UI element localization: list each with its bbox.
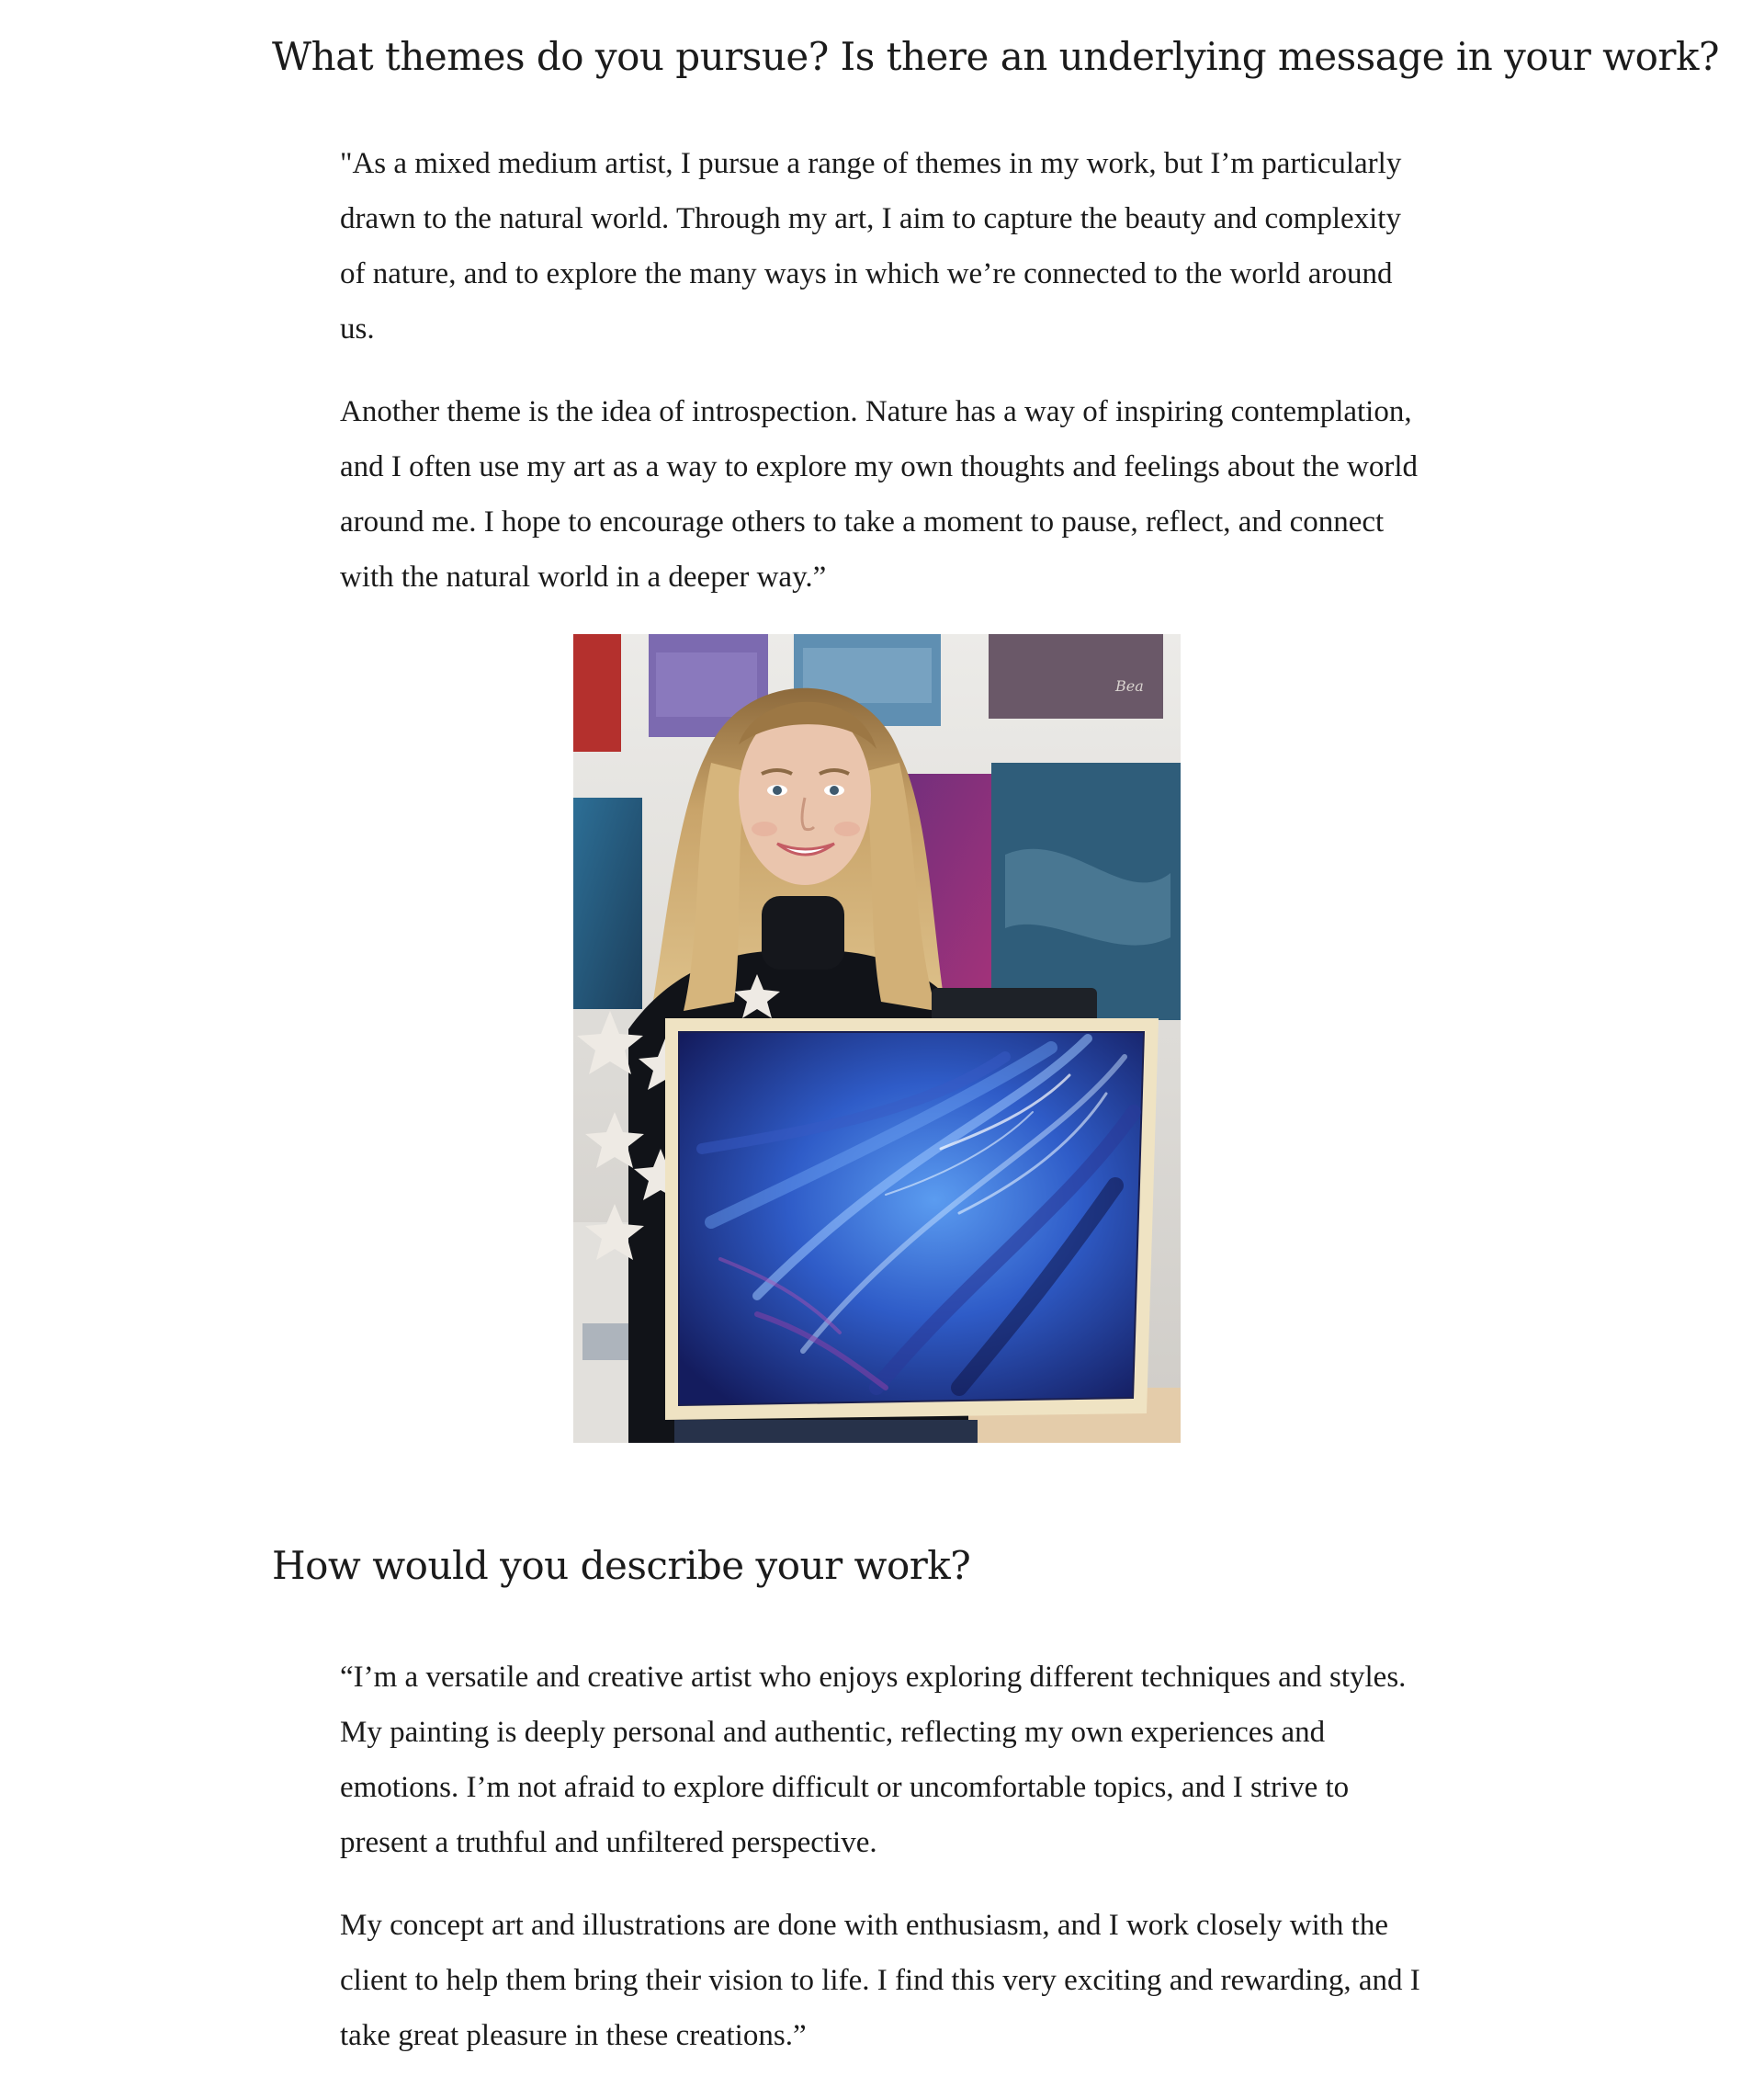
themes-answer — [340, 136, 1424, 632]
describe-paragraph-2: My concept art and illustrations are done with enthusiasm, and I work closely with the client to help them bring their vision to life. I find this very exciting and rewarding, and I take great pleasure in these creations.” — [340, 1909, 1420, 2052]
svg-text:Bea: Bea — [1115, 677, 1144, 695]
themes-paragraph-1: "As a mixed medium artist, I pursue a range of themes in my work, but I’m particularly drawn to the natural world. Through my art, I aim to capture the beauty and complexity of nature, and to explore the many ways in which we’re connected to the world around us. — [340, 147, 1402, 346]
themes-paragraph-2: Another theme is the idea of introspection. Nature has a way of inspiring contemplation, and I often use my art as a way to explore my own thoughts and feelings about the world around me. I hope to encourage others to take a moment to pause, reflect, and connect with the natural world in a deeper way.” — [340, 395, 1419, 594]
section-heading-describe-work: How would you describe your work? — [272, 1543, 971, 1588]
describe-work-answer — [340, 1650, 1424, 2091]
artist-photo — [573, 634, 1181, 1443]
describe-paragraph-1: “I’m a versatile and creative artist who enjoys exploring different techniques and styles. My painting is deeply personal and authentic, reflecting my own experiences and emotions. I’m not afraid to explore difficult or uncomfortable topics, and I strive to present a truthful and unfiltered perspective. — [340, 1661, 1407, 1859]
section-heading-themes: What themes do you pursue? Is there an underlying message in your work? — [272, 34, 1719, 79]
